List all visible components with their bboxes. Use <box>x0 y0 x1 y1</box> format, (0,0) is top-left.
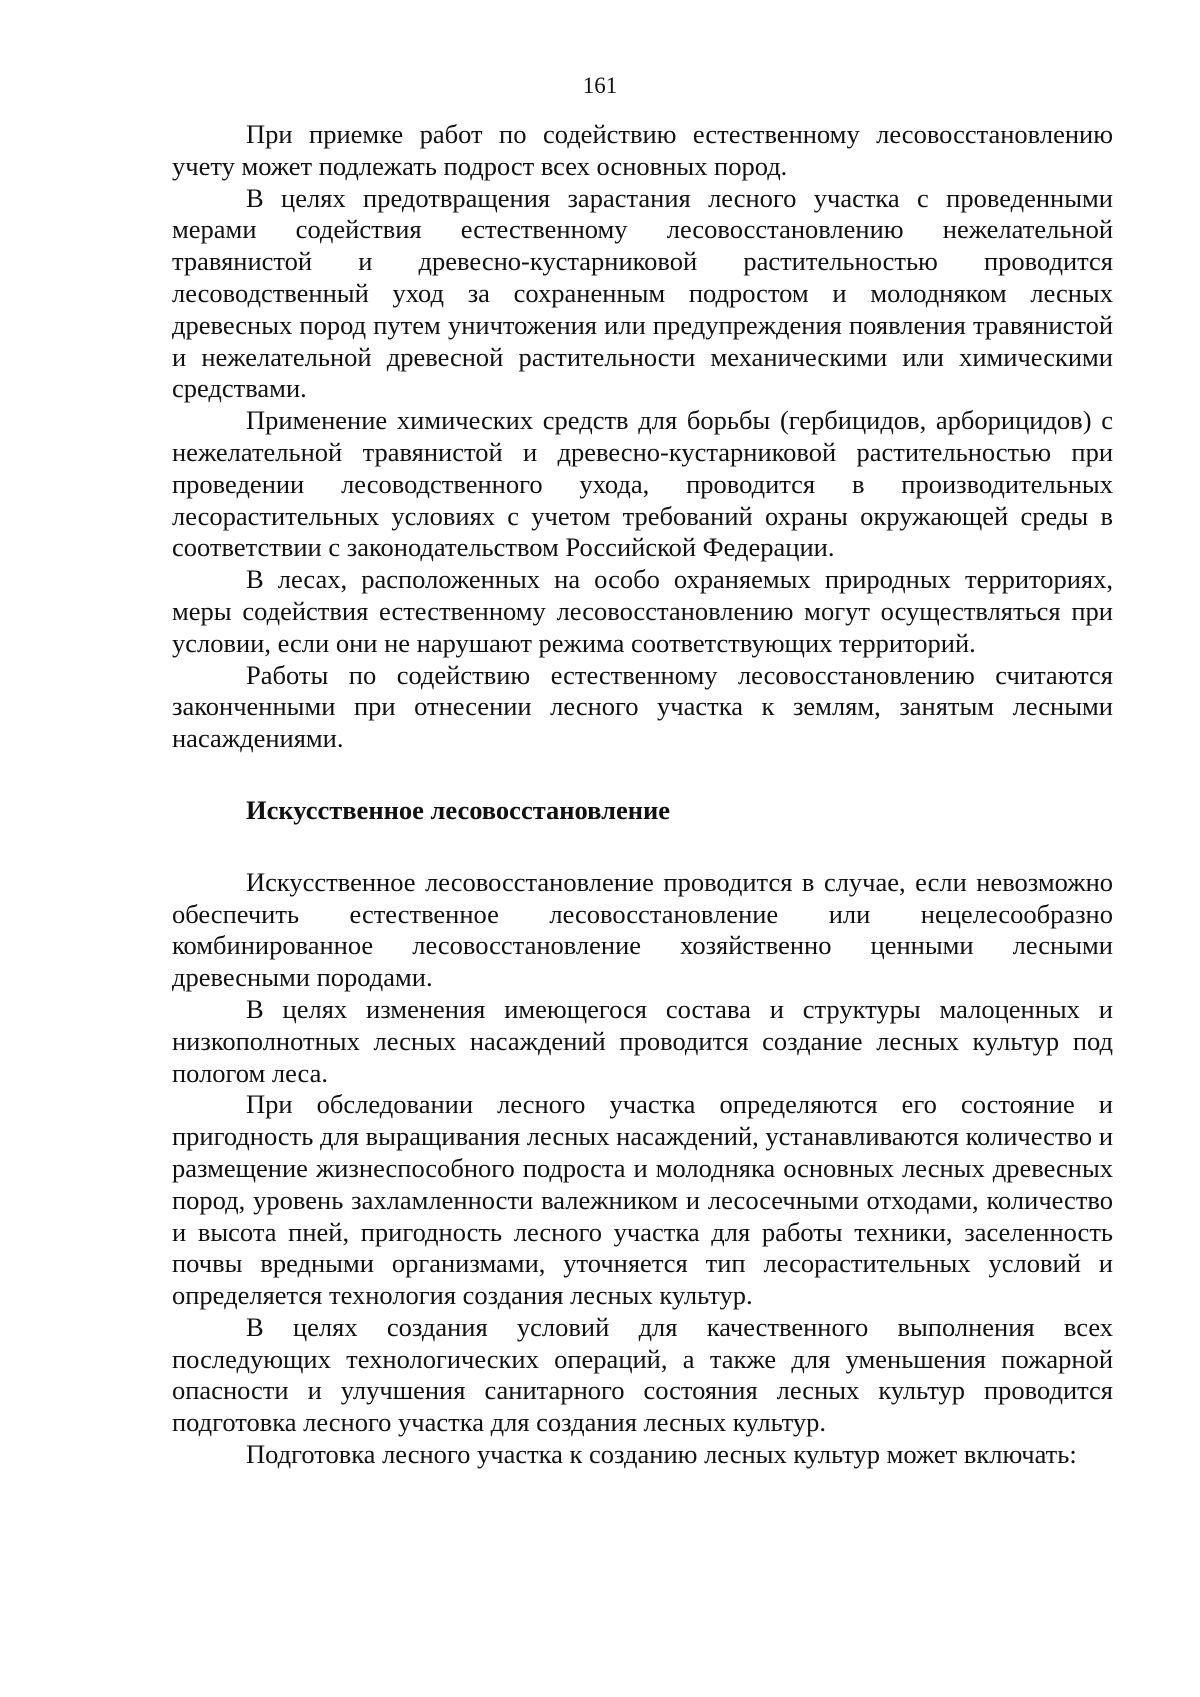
section-heading: Искусственное лесовосстановление <box>246 794 671 825</box>
paragraph: При обследовании лесного участка определяются его состояние и пригодность для выращивания лесных насаждений, устанавливаются количество и размещение жизнеспособного подроста и молодняка основных лесных древесных пород, уровень захламленности валежником и лесосечными отходами, количество и высота пней, пригодность лесного участка для работы техники, заселенность почвы вредными организмами, уточняется тип лесорастительных условий и определяется технология создания лесных культур. <box>172 1089 1113 1311</box>
paragraph: При приемке работ по содействию естественному лесовосстановлению учету может подлежать подрост всех основных пород. <box>172 119 1113 181</box>
paragraph: В целях создания условий для качественного выполнения всех последующих технологических операций, а также для уменьшения пожарной опасности и улучшения санитарного состояния лесных культур проводится подготовка лесного участка для создания лесных культур. <box>172 1311 1113 1438</box>
paragraph: Подготовка лесного участка к созданию лесных культур может включать: <box>246 1439 1077 1470</box>
paragraph: В целях предотвращения зарастания лесного участка с проведенными мерами содействия естественному лесовосстановлению нежелательной травянистой и древесно-кустарниковой растительностью проводится лесоводственный уход за сохраненным подростом и молодняком лесных древесных пород путем уничтожения или предупреждения появления травянистой и нежелательной древесной растительности механическими или химическими средствами. <box>172 182 1113 404</box>
paragraph: Работы по содействию естественному лесовосстановлению считаются законченными при отнесении лесного участка к землям, занятым лесными насаждениями. <box>172 659 1113 754</box>
paragraph: В целях изменения имеющегося состава и структуры малоценных и низкополнотных лесных насаждений проводится создание лесных культур под пологом леса. <box>172 993 1113 1088</box>
paragraph: Применение химических средств для борьбы (гербицидов, арборицидов) с нежелательной травянистой и древесно-кустарниковой растительностью при проведении лесоводственного ухода, проводится в производительных лесорастительных условиях с учетом требований охраны окружающей среды в соответствии с законодательством Российской Федерации. <box>172 405 1113 563</box>
paragraph: Искусственное лесовосстановление проводится в случае, если невозможно обеспечить естественное лесовосстановление или нецелесообразно комбинированное лесовосстановление хозяйственно ценными лесными древесными породами. <box>172 866 1113 993</box>
page-number: 161 <box>582 73 618 98</box>
paragraph: В лесах, расположенных на особо охраняемых природных территориях, меры содействия естественному лесовосстановлению могут осуществляться при условии, если они не нарушают режима соответствующих территорий. <box>172 564 1113 658</box>
body-text <box>172 119 1113 1471</box>
